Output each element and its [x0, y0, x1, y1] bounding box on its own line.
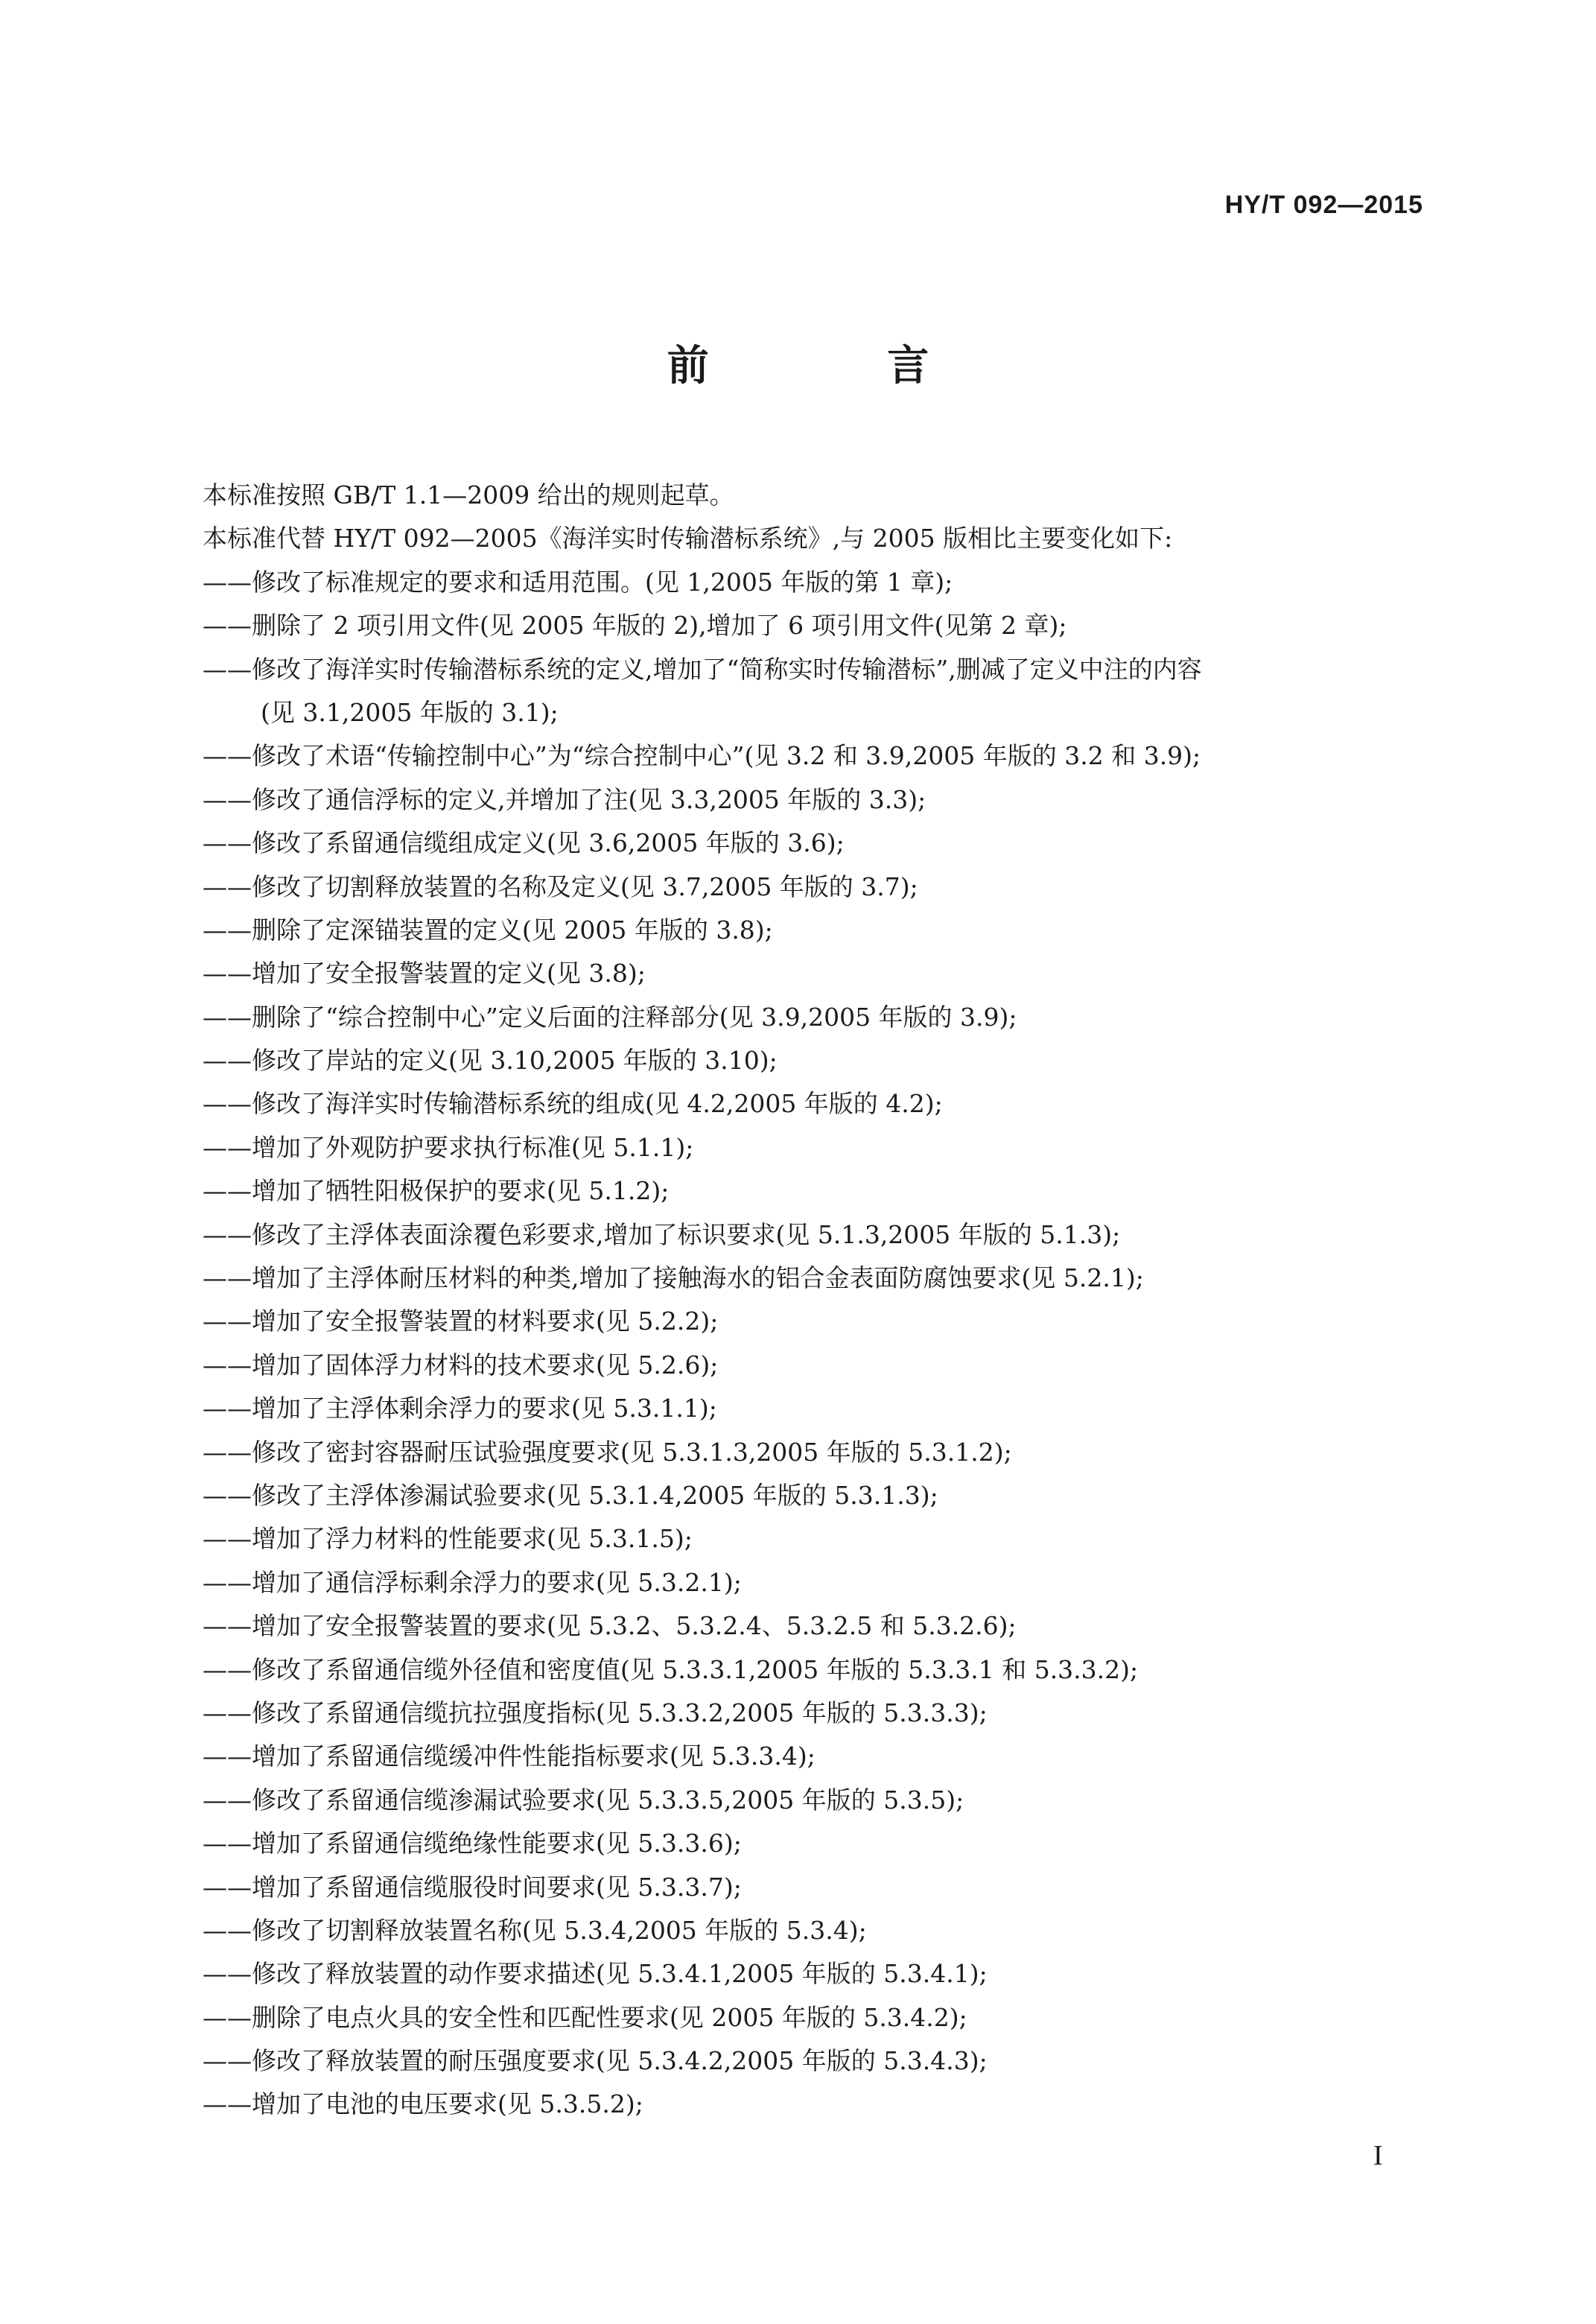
paragraph-line: 本标准按照 GB/T 1.1—2009 给出的规则起草。: [203, 480, 734, 509]
list-item: ——增加了安全报警装置的要求(见 5.3.2、5.3.2.4、5.3.2.5 和 5.3.2.6);: [203, 1611, 1017, 1641]
list-item: ——增加了主浮体剩余浮力的要求(见 5.3.1.1);: [203, 1394, 717, 1423]
paragraph-line: 本标准代替 HY/T 092—2005《海洋实时传输潜标系统》,与 2005 版相比主要变化如下:: [203, 524, 1173, 553]
list-item: ——修改了通信浮标的定义,并增加了注(见 3.3,2005 年版的 3.3);: [203, 784, 926, 814]
list-item: ——修改了海洋实时传输潜标系统的定义,增加了“简称实时传输潜标”,删减了定义中注的内容: [203, 654, 1202, 684]
list-item: ——修改了系留通信缆外径值和密度值(见 5.3.3.1,2005 年版的 5.3.3.1 和 5.3.3.2);: [203, 1654, 1139, 1684]
list-item: ——增加了系留通信缆绝缘性能要求(见 5.3.3.6);: [203, 1829, 742, 1858]
list-item: ——增加了系留通信缆服役时间要求(见 5.3.3.7);: [203, 1872, 742, 1902]
list-item: ——修改了主浮体表面涂覆色彩要求,增加了标识要求(见 5.1.3,2005 年版的 5.1.3);: [203, 1219, 1121, 1249]
list-item: ——修改了系留通信缆组成定义(见 3.6,2005 年版的 3.6);: [203, 828, 845, 858]
list-item: ——增加了牺牲阳极保护的要求(见 5.1.2);: [203, 1176, 670, 1206]
list-item: ——增加了安全报警装置的定义(见 3.8);: [203, 959, 646, 988]
list-item: ——修改了海洋实时传输潜标系统的组成(见 4.2,2005 年版的 4.2);: [203, 1089, 943, 1119]
list-item: ——修改了岸站的定义(见 3.10,2005 年版的 3.10);: [203, 1046, 778, 1076]
list-item: ——增加了系留通信缆缓冲件性能指标要求(见 5.3.3.4);: [203, 1742, 816, 1771]
list-item: ——增加了安全报警装置的材料要求(见 5.2.2);: [203, 1307, 719, 1336]
list-item: ——修改了主浮体渗漏试验要求(见 5.3.1.4,2005 年版的 5.3.1.3);: [203, 1480, 938, 1510]
list-item: ——增加了主浮体耐压材料的种类,增加了接触海水的铝合金表面防腐蚀要求(见 5.2.1);: [203, 1263, 1144, 1293]
list-item: ——修改了释放装置的耐压强度要求(见 5.3.4.2,2005 年版的 5.3.4.3);: [203, 2046, 988, 2076]
list-item: ——修改了术语“传输控制中心”为“综合控制中心”(见 3.2 和 3.9,2005 年版的 3.2 和 3.9);: [203, 741, 1201, 771]
list-item: ——修改了切割释放装置名称(见 5.3.4,2005 年版的 5.3.4);: [203, 1915, 867, 1945]
list-item: ——修改了释放装置的动作要求描述(见 5.3.4.1,2005 年版的 5.3.4.1);: [203, 1959, 988, 1989]
list-item: ——修改了标准规定的要求和适用范围。(见 1,2005 年版的第 1 章);: [203, 567, 953, 597]
page-title: 前 言: [667, 342, 1011, 390]
page-number: I: [1373, 2140, 1383, 2171]
list-item: ——增加了通信浮标剩余浮力的要求(见 5.3.2.1);: [203, 1567, 742, 1597]
list-item: ——增加了浮力材料的性能要求(见 5.3.1.5);: [203, 1524, 693, 1554]
list-item: ——修改了系留通信缆抗拉强度指标(见 5.3.3.2,2005 年版的 5.3.3.3);: [203, 1698, 988, 1727]
list-item: ——修改了系留通信缆渗漏试验要求(见 5.3.3.5,2005 年版的 5.3.5);: [203, 1785, 964, 1815]
list-item: ——增加了外观防护要求执行标准(见 5.1.1);: [203, 1132, 694, 1162]
list-item: ——删除了定深锚装置的定义(见 2005 年版的 3.8);: [203, 915, 773, 944]
list-item: ——删除了“综合控制中心”定义后面的注释部分(见 3.9,2005 年版的 3.9);: [203, 1002, 1017, 1032]
list-item: ——增加了固体浮力材料的技术要求(见 5.2.6);: [203, 1350, 719, 1380]
list-item: ——删除了电点火具的安全性和匹配性要求(见 2005 年版的 5.3.4.2);: [203, 2002, 967, 2032]
list-item: ——修改了切割释放装置的名称及定义(见 3.7,2005 年版的 3.7);: [203, 872, 918, 901]
list-item: ——修改了密封容器耐压试验强度要求(见 5.3.1.3,2005 年版的 5.3.1.2);: [203, 1437, 1012, 1467]
list-item: ——增加了电池的电压要求(见 5.3.5.2);: [203, 2089, 643, 2119]
list-item: ——删除了 2 项引用文件(见 2005 年版的 2),增加了 6 项引用文件(见第 2 章);: [203, 611, 1067, 641]
document-code: HY/T 092—2015: [1224, 191, 1423, 219]
body-text: [203, 474, 1439, 2127]
list-item-continuation: (见 3.1,2005 年版的 3.1);: [261, 697, 559, 727]
